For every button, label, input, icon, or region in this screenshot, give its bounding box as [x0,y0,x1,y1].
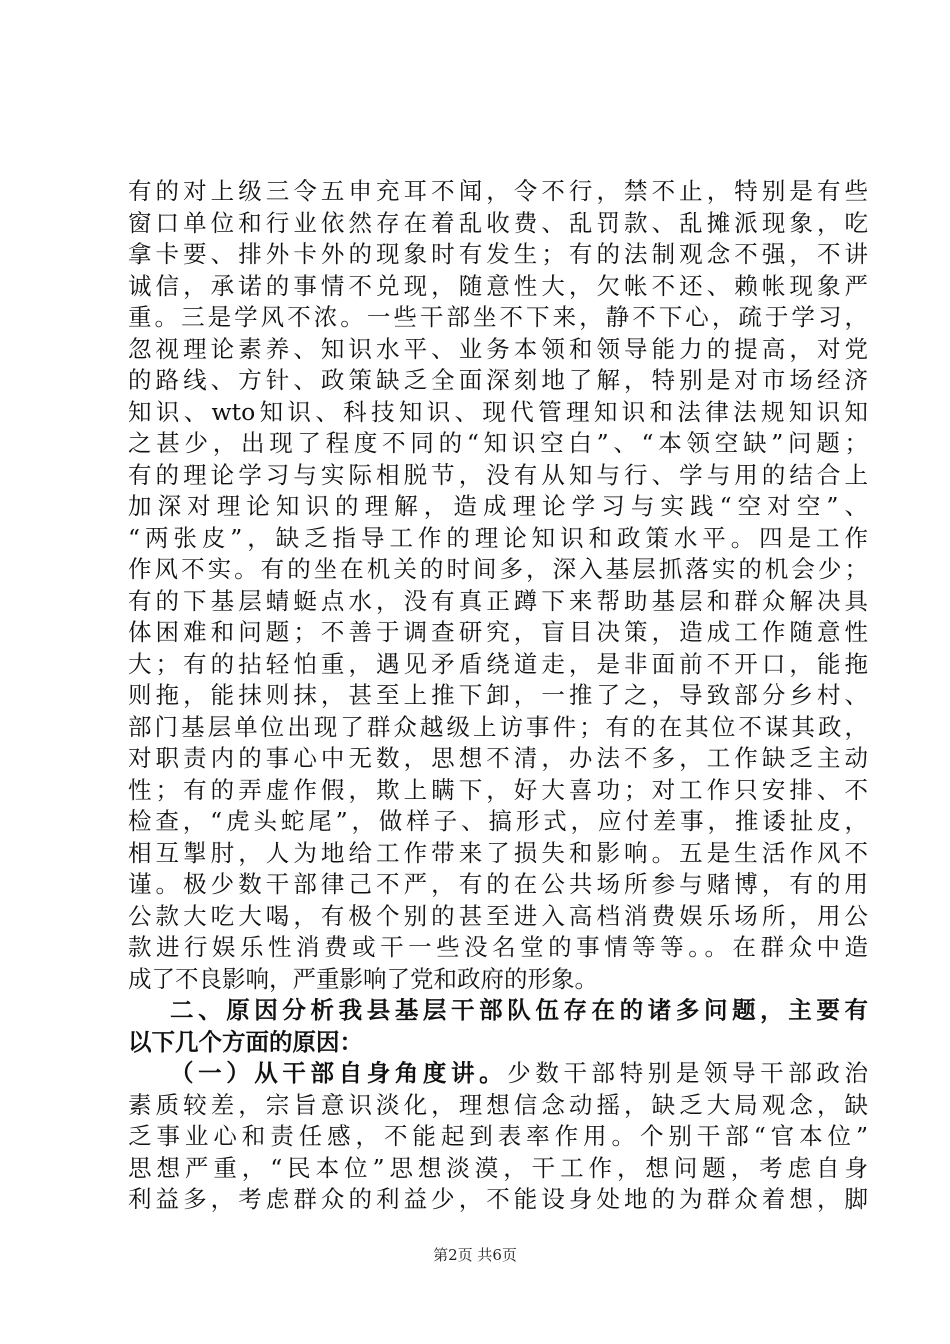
subsection-lead: （一）从干部自身角度讲。 [170,1059,508,1087]
text-line: 加深对理论知识的理解，造成理论学习与实践“空对空”、 [128,492,868,520]
text-line: 对职责内的事心中无数，思想不清，办法不多，工作缺乏主动 [128,744,868,772]
text-line: 部门基层单位出现了群众越级上访事件；有的在其位不谋其政， [128,712,868,741]
text-line: 性；有的弄虚作假，欺上瞒下，好大喜功；对工作只安排、不 [128,775,868,804]
text-line: 款进行娱乐性消费或干一些没名堂的事情等等。。在群众中造 [128,933,868,961]
text-line: 谨。极少数干部律己不严，有的在公共场所参与赌博，有的用 [128,870,868,898]
text-line [128,1058,868,1090]
section-heading [128,995,868,1058]
text-line: 公款大吃大喝，有极个别的甚至进入高档消费娱乐场所，用公 [128,901,868,930]
text-line: 之甚少，出现了程度不同的“知识空白”、“本领空缺”问题； [128,429,868,457]
body-text [128,176,868,1216]
text-run: 少数干部特别是领导干部政治 [507,1059,868,1087]
page-footer: 第2页 共6页 [433,1246,517,1264]
text-line: 窗口单位和行业依然存在着乱收费、乱罚款、乱摊派现象，吃 [128,208,868,237]
text-line: 重。三是学风不浓。一些干部坐不下来，静不下心，疏于学习， [128,303,868,331]
text-line: 有的理论学习与实际相脱节，没有从知与行、学与用的结合上 [128,460,868,489]
text-line: 体困难和问题；不善于调查研究，盲目决策，造成工作随意性 [128,618,868,646]
heading-line: 以下几个方面的原因： [128,1027,363,1056]
text-line: 大；有的拈轻怕重，遇见矛盾绕道走，是非面前不开口，能拖 [128,649,868,678]
paragraph-cadre-self [128,1058,868,1216]
text-line: 拿卡要、排外卡外的现象时有发生；有的法制观念不强，不讲 [128,240,868,268]
text-line: 诚信，承诺的事情不兑现，随意性大，欠帐不还、赖帐现象严 [128,271,868,300]
text-line: 检查，“虎头蛇尾”，做样子、搞形式，应付差事，推诿扯皮， [128,807,868,835]
text-line: 忽视理论素养、知识水平、业务本领和领导能力的提高，对党 [128,334,868,363]
text-line: “两张皮”，缺乏指导工作的理论知识和政策水平。四是工作 [128,523,868,552]
text-line: 知识、wto知识、科技知识、现代管理知识和法律法规知识知 [128,397,868,426]
heading-line: 二、原因分析我县基层干部队伍存在的诸多问题，主要有 [170,996,868,1024]
text-line: 则拖，能抹则抹，甚至上推下卸，一推了之，导致部分乡村、 [128,681,868,709]
text-line: 素质较差，宗旨意识淡化，理想信念动摇，缺乏大局观念，缺 [128,1090,868,1119]
text-line: 相互掣肘，人为地给工作带来了损失和影响。五是生活作风不 [128,838,868,867]
text-line: 乏事业心和责任感，不能起到表率作用。个别干部“官本位” [128,1122,868,1150]
text-line: 有的对上级三令五申充耳不闻，令不行，禁不止，特别是有些 [128,177,868,205]
text-line: 思想严重，“民本位”思想淡漠，干工作，想问题，考虑自身 [128,1153,868,1182]
text-line: 的路线、方针、政策缺乏全面深刻地了解，特别是对市场经济 [128,366,868,394]
paragraph-continued [128,176,868,995]
text-line: 成了不良影响，严重影响了党和政府的形象。 [128,964,598,993]
text-line: 作风不实。有的坐在机关的时间多，深入基层抓落实的机会少； [128,555,868,583]
text-line: 利益多，考虑群众的利益少，不能设身处地的为群众着想，脚 [128,1185,868,1213]
text-line: 有的下基层蜻蜓点水，没有真正蹲下来帮助基层和群众解决具 [128,586,868,615]
